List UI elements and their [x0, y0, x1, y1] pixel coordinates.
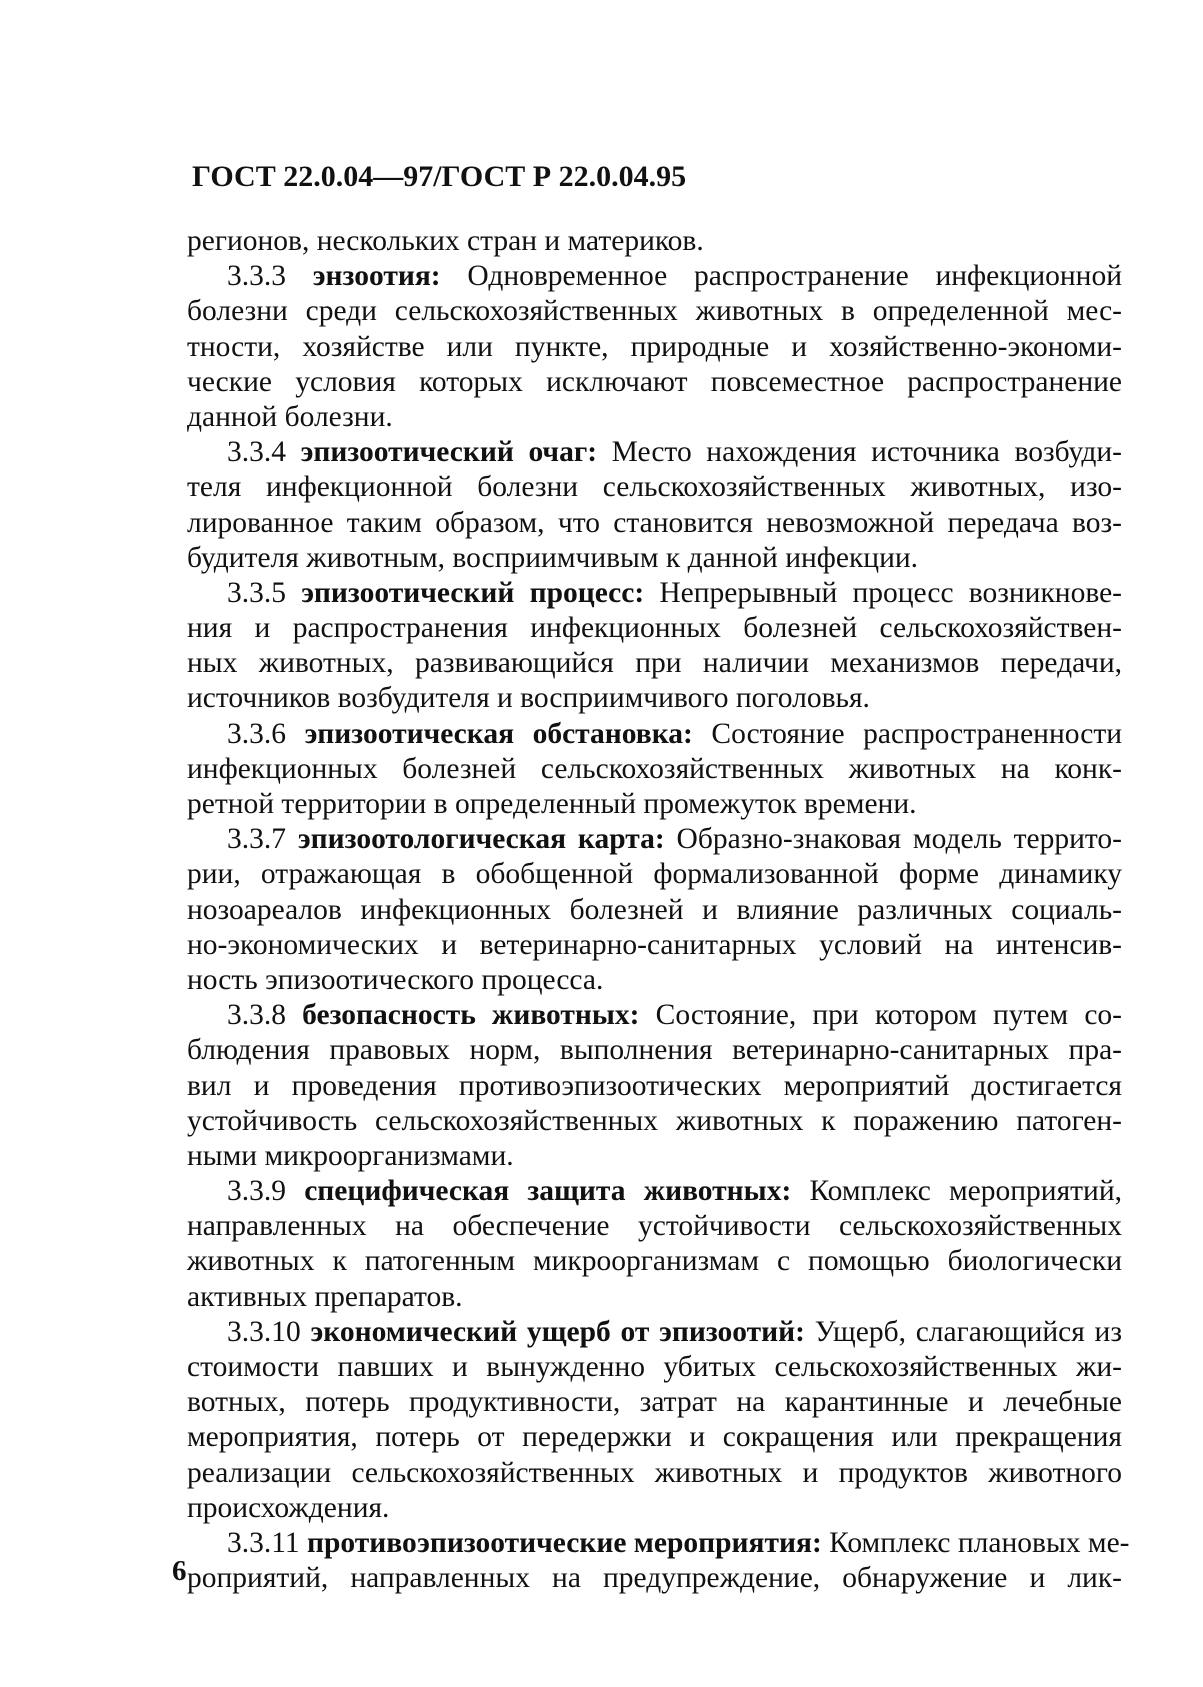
text-line	[187, 1104, 1122, 1139]
line-text: происхождения.	[187, 1491, 390, 1524]
line-text: Непрерывный процесс возникнове-	[659, 576, 1122, 609]
text-line	[187, 1209, 1122, 1244]
line-text: Состояние, при котором путем со-	[655, 999, 1123, 1032]
line-text: Одновременное распространение инфекционной	[467, 260, 1123, 293]
line-text: рии, отражающая в обобщенной формализованной форме динамику	[187, 858, 1122, 891]
text-line	[187, 681, 1122, 716]
page-number: 6	[172, 1555, 187, 1587]
line-text: Состояние распространенности	[711, 717, 1123, 750]
line-text: нозоареалов инфекционных болезней и влияние различных социаль-	[187, 893, 1122, 926]
line-text: ретной территории в определенный промежуток времени.	[187, 788, 917, 820]
line-text: мероприятия, потерь от передержки и сокращения или прекращения	[187, 1421, 1122, 1454]
text-line	[187, 1561, 1122, 1596]
term-definition-line	[187, 717, 1122, 752]
line-text: активных препаратов.	[187, 1280, 463, 1313]
term-definition-line	[187, 435, 1122, 470]
clause-number: 3.3.8	[227, 999, 286, 1032]
clause-number: 3.3.10	[227, 1315, 301, 1348]
text-line	[187, 365, 1122, 400]
text-line	[187, 1420, 1122, 1455]
clause-number: 3.3.6	[227, 717, 286, 750]
line-text: Образно-знаковая модель террито-	[676, 823, 1123, 856]
term-name: энзоотия:	[312, 260, 441, 293]
line-text: животных к патогенным микроорганизмам с помощью биологически	[187, 1245, 1122, 1278]
term-definition-line	[187, 1174, 1122, 1209]
text-line	[187, 330, 1122, 365]
line-text: Комплекс плановых ме-	[829, 1526, 1130, 1559]
term-definition-line	[187, 1526, 1130, 1561]
line-text: ными микроорганизмами.	[187, 1139, 514, 1172]
line-text: направленных на обеспечение устойчивости сельскохозяйственных	[187, 1210, 1122, 1243]
text-line	[187, 541, 1122, 576]
line-text: ния и распространения инфекционных болезней сельскохозяйствен-	[187, 612, 1122, 645]
term-name: безопасность животных:	[302, 999, 640, 1032]
clause-number: 3.3.3	[227, 260, 286, 293]
text-line	[187, 928, 1122, 963]
text-line	[187, 1033, 1122, 1068]
line-text: будителя животным, восприимчивым к данной инфекции.	[187, 541, 919, 574]
clause-number: 3.3.11	[227, 1526, 300, 1559]
term-name: эпизоотический процесс:	[301, 576, 645, 609]
text-line	[187, 1491, 1122, 1526]
text-line	[187, 752, 1122, 787]
term-name: эпизоотическая обстановка:	[304, 717, 693, 750]
text-line	[187, 1456, 1122, 1491]
text-line	[187, 1069, 1122, 1104]
text-line	[187, 963, 1122, 998]
line-text: устойчивость сельскохозяйственных животных к поражению патоген-	[187, 1104, 1122, 1137]
line-text: ческие условия которых исключают повсеместное распространение	[187, 365, 1122, 398]
document-header: ГОСТ 22.0.04—97/ГОСТ Р 22.0.04.95	[192, 160, 687, 193]
text-line	[187, 857, 1122, 892]
line-text: Ущерб, слагающийся из	[814, 1315, 1123, 1348]
term-definition-line	[187, 822, 1122, 857]
text-line	[187, 1139, 1122, 1174]
line-text: ных животных, развивающийся при наличии механизмов передачи,	[187, 647, 1122, 680]
line-text: регионов, нескольких стран и материков.	[187, 225, 704, 257]
line-text: вотных, потерь продуктивности, затрат на карантинные и лечебные	[187, 1386, 1122, 1419]
term-name: противоэпизоотические мероприятия:	[307, 1526, 822, 1559]
term-name: эпизоотический очаг:	[300, 436, 598, 469]
text-line	[187, 893, 1122, 928]
line-text: лированное таким образом, что становится невозможной передача воз-	[187, 506, 1122, 539]
line-text: ность эпизоотического процесса.	[187, 963, 604, 996]
text-line	[187, 294, 1122, 329]
line-text: инфекционных болезней сельскохозяйственных животных на конк-	[187, 752, 1122, 785]
line-text: данной болезни.	[187, 400, 393, 433]
line-text: вил и проведения противоэпизоотических мероприятий достигается	[187, 1069, 1122, 1102]
line-text: тности, хозяйстве или пункте, природные и хозяйственно-экономи-	[187, 330, 1122, 363]
clause-number: 3.3.7	[227, 823, 286, 856]
text-line	[187, 1280, 1122, 1315]
text-line	[187, 1385, 1122, 1420]
text-line	[187, 1350, 1122, 1385]
line-text: реализации сельскохозяйственных животных и продуктов животного	[187, 1456, 1122, 1489]
term-name: эпизоотологическая карта:	[297, 823, 665, 856]
line-text: Место нахождения источника возбуди-	[611, 436, 1122, 469]
text-line	[187, 646, 1122, 681]
text-line	[187, 400, 1122, 435]
term-definition-line	[187, 998, 1122, 1033]
clause-number: 3.3.9	[227, 1175, 286, 1208]
term-definition-line	[187, 576, 1122, 611]
line-text: роприятий, направленных на предупреждение, обнаружение и лик-	[187, 1562, 1122, 1595]
term-definition-line	[187, 1315, 1122, 1350]
text-line	[187, 506, 1122, 541]
clause-number: 3.3.5	[227, 576, 286, 609]
text-line	[187, 224, 1122, 259]
text-line	[187, 787, 1122, 822]
line-text: болезни среди сельскохозяйственных животных в определенной мес-	[187, 295, 1122, 328]
line-text: Комплекс мероприятий,	[809, 1175, 1123, 1208]
line-text: но-экономических и ветеринарно-санитарных условий на интенсив-	[187, 928, 1122, 961]
line-text: стоимости павших и вынужденно убитых сельскохозяйственных жи-	[187, 1351, 1122, 1383]
term-name: экономический ущерб от эпизоотий:	[310, 1315, 805, 1348]
text-line	[187, 611, 1122, 646]
line-text: блюдения правовых норм, выполнения ветеринарно-санитарных пра-	[187, 1034, 1122, 1067]
term-definition-line	[187, 259, 1122, 294]
text-line	[187, 1244, 1122, 1279]
term-name: специфическая защита животных:	[304, 1175, 792, 1208]
clause-number: 3.3.4	[227, 436, 286, 469]
document-body	[187, 224, 1130, 1596]
text-line	[187, 470, 1122, 505]
line-text: теля инфекционной болезни сельскохозяйственных животных, изо-	[187, 471, 1122, 504]
line-text: источников возбудителя и восприимчивого поголовья.	[187, 682, 870, 715]
